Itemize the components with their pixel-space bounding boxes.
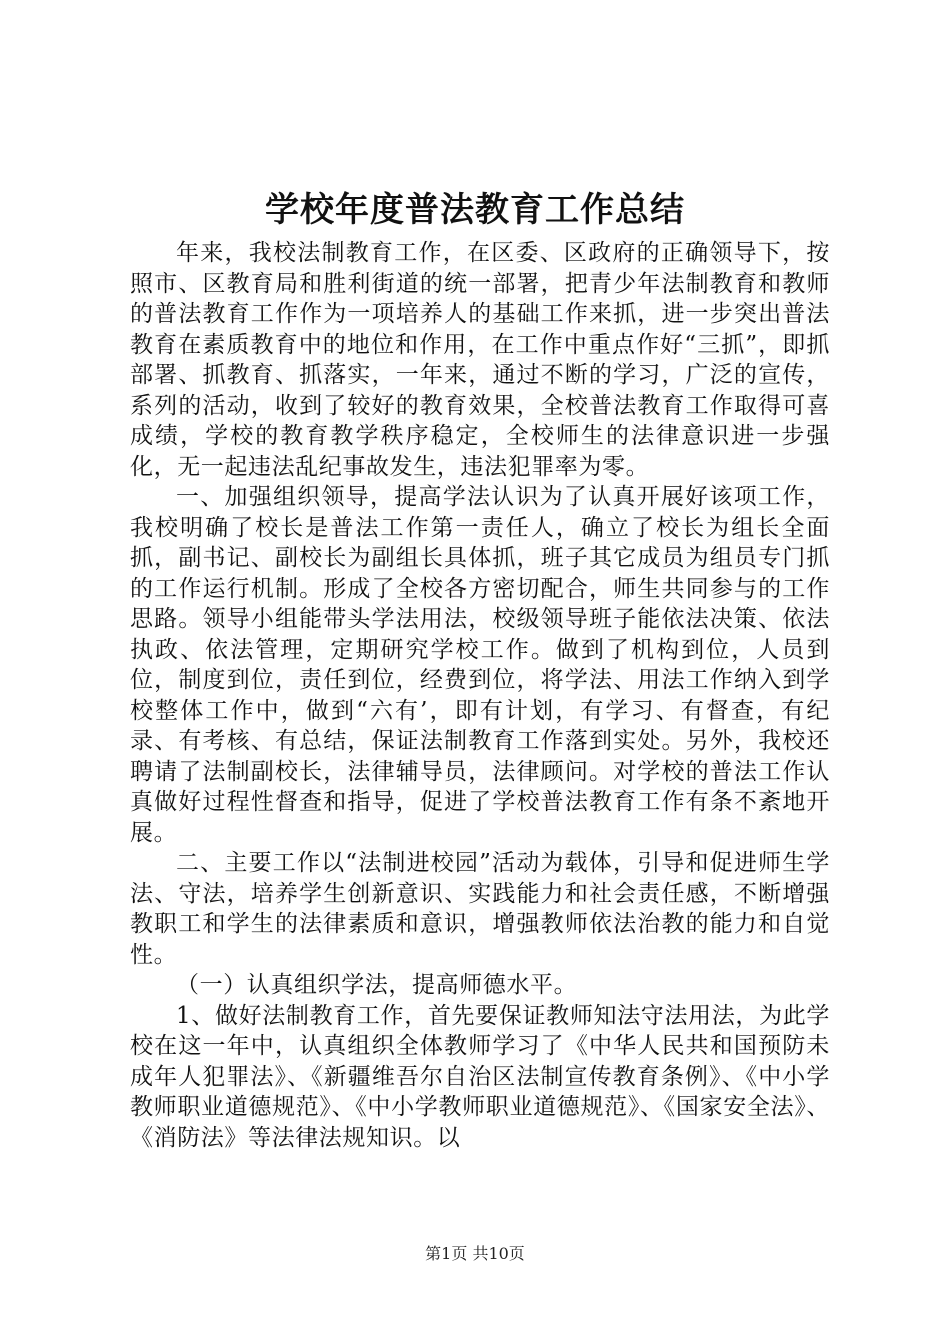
paragraph-intro: 年来，我校法制教育工作，在区委、区政府的正确领导下，按照市、区教育局和胜利街道的统一部署，把青少年法制教育和教师的普法教育工作作为一项培养人的基础工作来抓，进一步突出普法教育在素质教育中的地位和作用，在工作中重点作好“三抓”，即抓部署、抓教育、抓落实，一年来，通过不断的学习，广泛的宣传，系列的活动，收到了较好的教育效果，全校普法教育工作取得可喜成绩，学校的教育教学秩序稳定，全校师生的法律意识进一步强化，无一起违法乱纪事故发生，违法犯罪率为零。 (130, 240, 830, 480)
paragraph-section-1: 一、加强组织领导，提高学法认识为了认真开展好该项工作，我校明确了校长是普法工作第一责任人，确立了校长为组长全面抓，副书记、副校长为副组长具体抓，班子其它成员为组员专门抓的工作运行机制。形成了全校各方密切配合，师生共同参与的工作思路。领导小组能带头学法用法，校级领导班子能依法决策、依法执政、依法管理，定期研究学校工作。做到了机构到位，人员到位，制度到位，责任到位，经费到位，将学法、用法工作纳入到学校整体工作中，做到“六有’，即有计划，有学习、有督查，有纪录、有考核、有总结，保证法制教育工作落到实处。另外，我校还聘请了法制副校长，法律辅导员，法律顾问。对学校的普法工作认真做好过程性督查和指导，促进了学校普法教育工作有条不紊地开展。 (130, 484, 830, 846)
document-body (130, 238, 830, 1153)
paragraph-section-2: 二、主要工作以“法制进校园”活动为载体，引导和促进师生学法、守法，培养学生创新意识、实践能力和社会责任感，不断增强教职工和学生的法律素质和意识，增强教师依法治教的能力和自觉性。 (130, 850, 830, 968)
page-number: 第1页 共10页 (425, 1244, 525, 1263)
paragraph-item-1: 1、做好法制教育工作，首先要保证教师知法守法用法，为此学校在这一年中，认真组织全体教师学习了《中华人民共和国预防未成年人犯罪法》、《新疆维吾尔自治区法制宣传教育条例》、《中小学教师职业道德规范》、《中小学教师职业道德规范》、《国家安全法》、《消防法》等法律法规知识。以 (130, 1002, 830, 1151)
paragraph-subheading-1: （一）认真组织学法，提高师德水平。 (176, 972, 578, 998)
document-title: 学校年度普法教育工作总结 (265, 190, 685, 230)
